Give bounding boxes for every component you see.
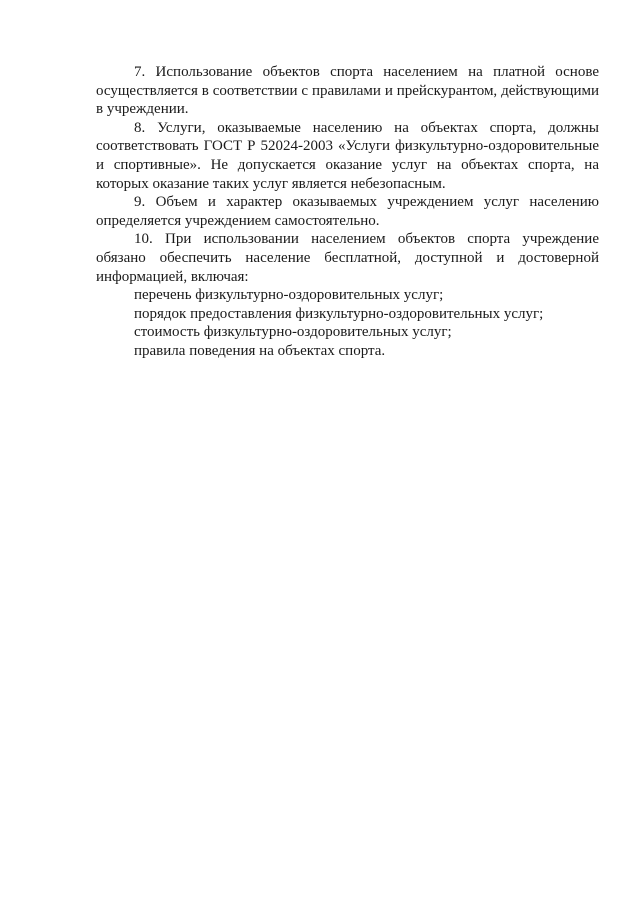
list-item-services-procedure: порядок предоставления физкультурно-оздоровительных услуг;	[134, 305, 544, 322]
list-item-services-list: перечень физкультурно-оздоровительных услуг;	[134, 287, 444, 304]
paragraph-9: 9. Объем и характер оказываемых учреждением услуг населению определяется учреждением самостоятельно.	[96, 194, 599, 229]
list-item-conduct-rules: правила поведения на объектах спорта.	[134, 342, 386, 359]
paragraph-7: 7. Использование объектов спорта населением на платной основе осуществляется в соответствии с правилами и прейскурантом, действующими в учреждении.	[96, 64, 599, 118]
paragraph-10: 10. При использовании населением объектов спорта учреждение обязано обеспечить население бесплатной, доступной и достоверной информацией, включая:	[96, 231, 599, 285]
list-item-services-cost: стоимость физкультурно-оздоровительных услуг;	[134, 324, 452, 341]
document-body	[96, 63, 599, 361]
paragraph-8: 8. Услуги, оказываемые населению на объектах спорта, должны соответствовать ГОСТ Р 52024-2003 «Услуги физкультурно-оздоровительные и спортивные». Не допускается оказание услуг на объектах спорта, на которых оказание таких услуг является небезопасным.	[96, 119, 599, 192]
